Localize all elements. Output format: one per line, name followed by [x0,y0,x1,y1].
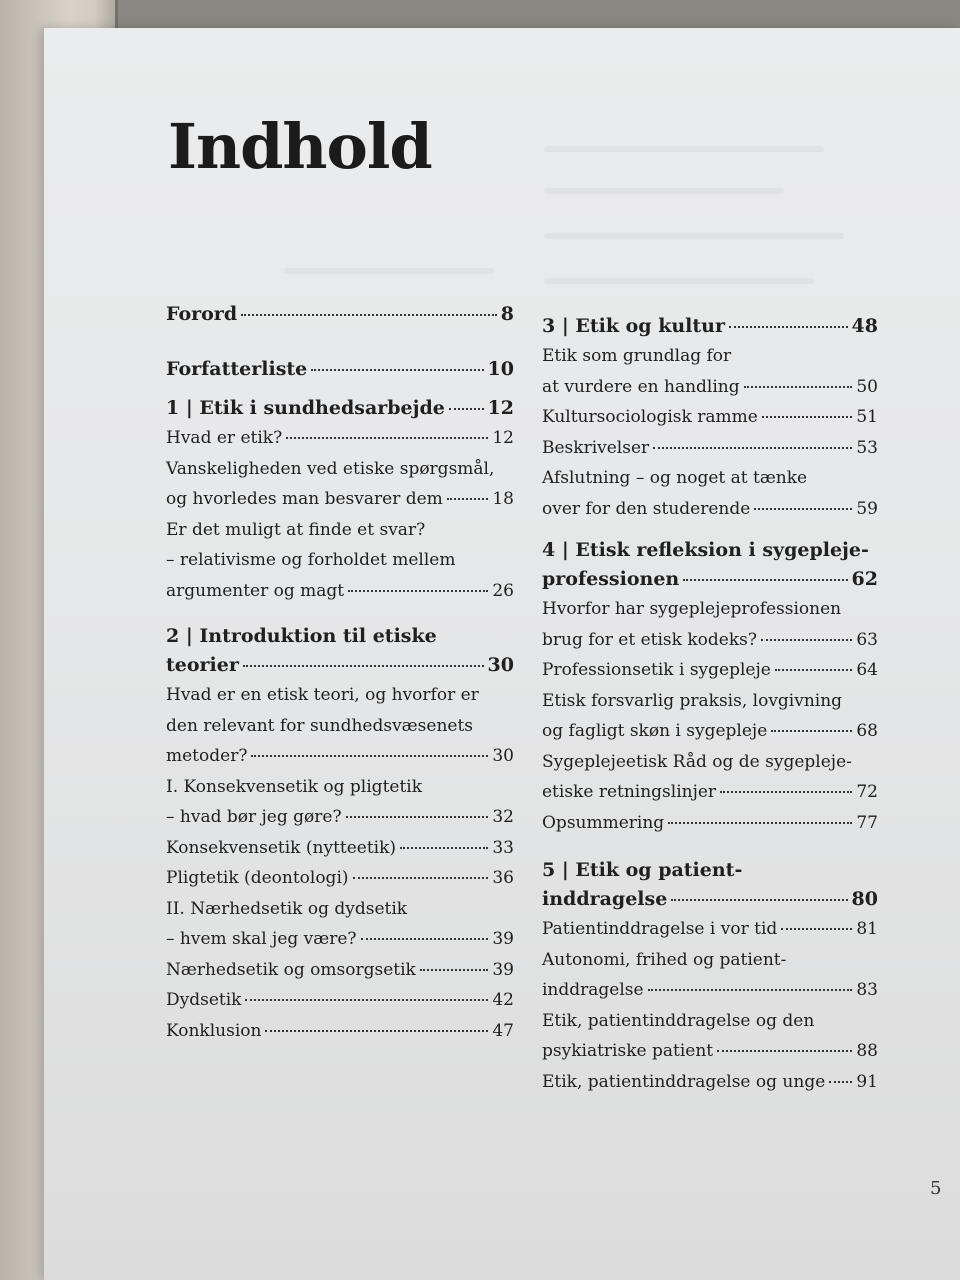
toc-section-entry [542,686,878,747]
toc-entry-line: II. Nærhedsetik og dydsetik [166,898,408,919]
toc-entry-title: over for den studerende [542,498,751,519]
dot-leader [420,969,489,971]
toc-page-number: 18 [492,489,514,509]
dot-leader [761,639,852,641]
toc-entry-title: Konklusion [166,1020,262,1041]
toc-entry-title: professionen [542,568,680,590]
page-title: Indhold [168,110,432,183]
toc-chapter-entry [166,394,514,423]
toc-section-entry [542,341,878,402]
toc-entry-title: inddragelse [542,888,668,910]
toc-section-entry [542,402,878,433]
toc-left-column [166,300,514,1046]
toc-page-number: 10 [487,358,514,380]
toc-page-number: 12 [492,428,514,448]
dot-leader [720,791,852,793]
toc-entry-title: Professionsetik i sygepleje [542,660,771,680]
toc-section-entry [166,454,514,515]
dot-leader [400,847,488,849]
toc-entry-title: Forfatterliste [166,358,308,380]
toc-section-entry [166,1016,514,1047]
dot-leader [648,989,853,991]
toc-section-entry [542,1067,878,1098]
toc-chapter-entry [166,622,514,680]
toc-page-number: 47 [492,1020,514,1041]
toc-entry-title: – hvad bør jeg gøre? [166,807,342,827]
toc-page-number: 33 [492,837,514,858]
toc-section-entry [166,423,514,454]
toc-section-entry [542,914,878,945]
toc-page-number: 62 [851,568,878,590]
toc-page-number: 8 [500,303,514,325]
toc-entry-title: Etik, patientinddragelse og unge [542,1071,826,1092]
toc-entry-line: Er det muligt at finde et svar? [166,519,426,540]
toc-entry-title: – hvem skal jeg være? [166,929,357,949]
dot-leader [286,437,488,439]
bleed-through-line [284,268,494,274]
toc-entry-line: Etisk forsvarlig praksis, lovgivning [542,690,843,711]
dot-leader [762,416,853,418]
dot-leader [775,669,853,671]
bleed-through-line [544,233,844,239]
toc-page-number: 72 [856,782,878,802]
toc-entry-line: Vanskeligheden ved etiske spørgsmål, [166,458,495,479]
toc-entry-line: Hvad er en etisk teori, og hvorfor er [166,685,479,705]
toc-entry-line: Sygeplejeetisk Råd og de sygepleje- [542,751,852,772]
toc-page-number: 39 [492,959,514,980]
toc-entry-title: Beskrivelser [542,437,650,458]
toc-section-entry [166,772,514,833]
dot-leader [346,816,489,818]
dot-leader [265,1030,488,1032]
toc-page-number: 83 [856,980,878,1000]
toc-section-entry [166,833,514,864]
toc-section-entry [542,945,878,1006]
toc-entry-line: den relevant for sundhedsvæsenets [166,715,474,736]
dot-leader [353,877,489,879]
toc-entry-title: Kultursociologisk ramme [542,407,758,427]
toc-entry-line: Etik som grundlag for [542,346,732,366]
toc-entry-title: Konsekvensetik (nytteetik) [166,837,397,858]
dot-leader [449,408,484,410]
toc-entry-line: 5 | Etik og patient- [542,859,743,881]
dot-leader [348,590,488,592]
toc-entry-line: Autonomi, frihed og patient- [542,949,787,970]
toc-entry-title: brug for et etisk kodeks? [542,629,757,650]
toc-section-entry [542,655,878,686]
toc-entry-title: Patientinddragelse i vor tid [542,919,778,939]
toc-section-entry [542,1006,878,1067]
toc-section-entry [166,680,514,772]
toc-page-number: 26 [492,580,514,601]
toc-page-number: 12 [487,397,514,419]
toc-entry-line: I. Konsekvensetik og pligtetik [166,776,423,797]
dot-leader [683,579,847,581]
toc-page-number: 48 [851,315,878,337]
dot-leader [754,508,852,510]
dot-leader [668,822,852,824]
toc-entry-title: Dydsetik [166,990,242,1010]
toc-entry-title: Opsummering [542,812,665,833]
dot-leader [717,1050,852,1052]
toc-entry-line: Hvorfor har sygeplejeprofessionen [542,599,842,619]
dot-leader [241,314,497,316]
toc-entry-line: 2 | Introduktion til etiske [166,625,437,647]
toc-page-number: 91 [856,1071,878,1092]
toc-page-number: 36 [492,868,514,888]
toc-entry-title: etiske retningslinjer [542,782,717,802]
dot-leader [447,498,489,500]
toc-entry-title: og hvorledes man besvarer dem [166,489,443,509]
dot-leader [243,665,484,667]
toc-entry-title: Pligtetik (deontologi) [166,868,349,888]
toc-page-number: 30 [492,746,514,766]
bleed-through-line [544,188,784,194]
toc-entry-line: Afslutning – og noget at tænke [542,468,808,488]
toc-entry-title: argumenter og magt [166,580,345,601]
page-number: 5 [930,1178,942,1199]
toc-page-number: 80 [851,888,878,910]
toc-entry-line: 4 | Etisk refleksion i sygepleje- [542,539,869,561]
toc-entry-title: Forord [166,303,238,325]
toc-chapter-entry [166,300,514,329]
toc-page-number: 53 [856,437,878,458]
dot-leader [311,369,483,371]
toc-entry-title: 3 | Etik og kultur [542,315,725,337]
toc-page-number: 88 [856,1041,878,1061]
dot-leader [361,938,489,940]
dot-leader [653,447,852,449]
dot-leader [671,899,847,901]
dot-leader [251,755,488,757]
bleed-through-line [544,278,814,284]
dot-leader [781,928,852,930]
toc-section-entry [542,463,878,524]
toc-entry-line: – relativisme og forholdet mellem [166,550,456,570]
toc-page-number: 39 [492,929,514,949]
toc-entry-title: inddragelse [542,980,644,1000]
toc-chapter-entry [542,312,878,341]
dot-leader [744,386,853,388]
toc-entry-title: teorier [166,654,239,676]
toc-page-number: 30 [487,654,514,676]
toc-page-number: 77 [856,812,878,833]
toc-section-entry [166,863,514,894]
toc-page-number: 59 [856,498,878,519]
toc-entry-title: og fagligt skøn i sygepleje [542,721,768,741]
toc-page-number: 81 [856,919,878,939]
toc-entry-title: 1 | Etik i sundhedsarbejde [166,397,445,419]
toc-page-number: 63 [856,629,878,650]
dot-leader [829,1081,852,1083]
toc-section-entry [542,594,878,655]
toc-entry-line: Etik, patientinddragelse og den [542,1010,815,1031]
toc-entry-title: at vurdere en handling [542,376,740,397]
toc-page-number: 42 [492,990,514,1010]
bleed-through-line [544,146,824,152]
toc-right-column [542,312,878,1097]
toc-section-entry [166,955,514,986]
toc-section-entry [166,515,514,607]
toc-section-entry [166,985,514,1016]
dot-leader [771,730,852,732]
dot-leader [245,999,488,1001]
toc-entry-title: psykiatriske patient [542,1041,714,1061]
toc-chapter-entry [542,536,878,594]
toc-page-number: 51 [856,407,878,427]
toc-section-entry [542,747,878,808]
toc-section-entry [542,808,878,839]
toc-entry-title: metoder? [166,746,248,766]
toc-chapter-entry [166,355,514,384]
toc-page-number: 64 [856,660,878,680]
dot-leader [729,326,848,328]
toc-entry-title: Hvad er etik? [166,428,283,448]
toc-page-number: 32 [492,807,514,827]
toc-page-number: 50 [856,376,878,397]
toc-section-entry [166,894,514,955]
toc-section-entry [542,433,878,464]
toc-entry-title: Nærhedsetik og omsorgsetik [166,959,416,980]
toc-page-number: 68 [856,721,878,741]
toc-chapter-entry [542,856,878,914]
